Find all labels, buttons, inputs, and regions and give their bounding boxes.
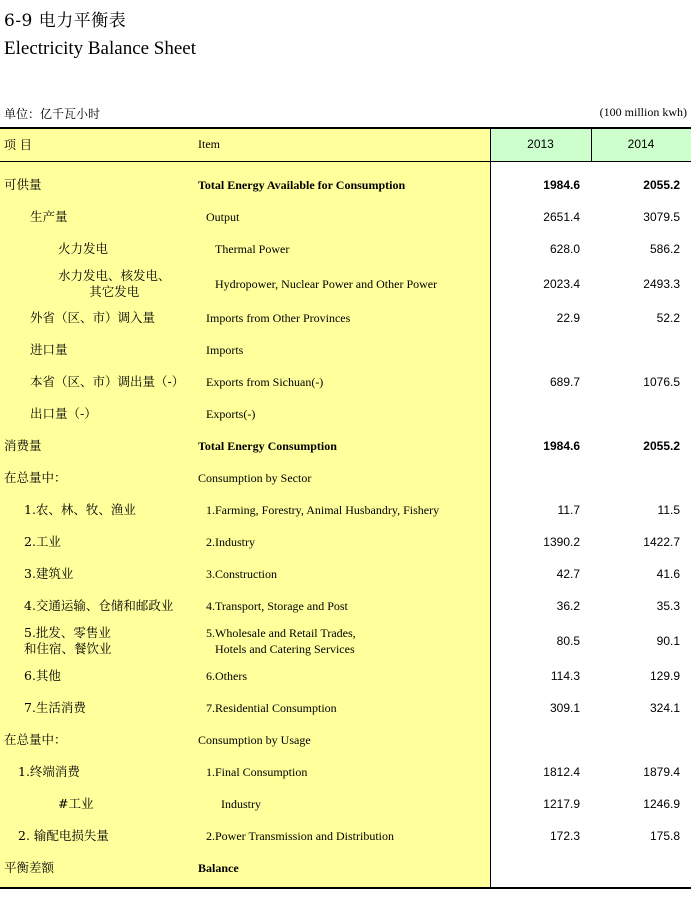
value-2013: 1984.6 <box>543 439 580 453</box>
table-row <box>0 788 691 820</box>
table-row <box>0 366 691 398</box>
table-row <box>0 462 691 494</box>
row-label-en: 7.Residential Consumption <box>206 701 337 715</box>
value-2014: 1422.7 <box>643 535 680 549</box>
row-label-en: Output <box>206 210 240 224</box>
table-row <box>0 233 691 265</box>
value-2014 <box>591 852 680 884</box>
table-row <box>0 430 691 462</box>
row-label-cn: 在总量中： <box>4 470 67 485</box>
row-label-en: Consumption by Usage <box>198 733 311 747</box>
row-label-cn: #工业 <box>58 796 94 811</box>
value-2013 <box>490 724 580 756</box>
row-label-en: Industry <box>221 797 261 811</box>
value-2013: 36.2 <box>556 599 580 613</box>
value-2014 <box>591 334 680 366</box>
row-label-en: Hydropower, Nuclear Power and Other Power <box>215 277 438 291</box>
table-row <box>0 169 691 201</box>
row-label-en: 3.Construction <box>206 567 277 581</box>
value-2013 <box>490 334 580 366</box>
value-2014: 11.5 <box>657 503 680 517</box>
row-label-en: Exports from Sichuan(-) <box>206 375 324 389</box>
page-title-cn: 6-9 电力平衡表 <box>4 11 127 31</box>
header-year-2013: 2013 <box>527 137 554 151</box>
value-2013 <box>490 462 580 494</box>
row-label-cn: 本省（区、市）调出量（-） <box>30 374 185 389</box>
unit-label-en: (100 million kwh) <box>599 105 687 119</box>
row-label-cn: 水力发电、核发电、 其它发电 <box>58 268 171 299</box>
row-label-cn: 火力发电 <box>58 241 109 256</box>
value-2013: 689.7 <box>549 375 580 389</box>
row-label-en: 4.Transport, Storage and Post <box>206 599 348 613</box>
row-label-cn: 进口量 <box>30 342 68 357</box>
row-label-cn: 出口量（-） <box>30 406 97 421</box>
row-label-cn: 7.生活消费 <box>24 700 86 715</box>
value-2013: 2651.4 <box>543 210 580 224</box>
unit-label-cn: 单位：亿千瓦小时 <box>4 107 101 121</box>
row-label-en: Imports <box>206 343 244 357</box>
value-2014: 52.2 <box>656 311 680 325</box>
row-label-cn: 在总量中： <box>4 732 67 747</box>
table-row <box>0 660 691 692</box>
row-label-en: 2.Power Transmission and Distribution <box>206 829 395 843</box>
table-row <box>0 724 691 756</box>
row-label-en: Exports(-) <box>206 407 256 421</box>
value-2014: 175.8 <box>649 829 680 843</box>
row-label-cn: 5.批发、零售业 和住宿、餐饮业 <box>24 625 112 656</box>
table-row <box>0 265 691 303</box>
row-label-cn: 1.终端消费 <box>18 764 80 779</box>
value-2014 <box>591 724 680 756</box>
row-label-cn: 平衡差额 <box>4 860 55 875</box>
value-2014: 1076.5 <box>643 375 680 389</box>
table-row <box>0 756 691 788</box>
value-2014: 41.6 <box>656 567 680 581</box>
table-row <box>0 494 691 526</box>
value-2014: 2055.2 <box>643 178 680 192</box>
table-row <box>0 201 691 233</box>
table-bottom-rule <box>0 887 691 889</box>
row-label-cn: 4.交通运输、仓储和邮政业 <box>24 598 174 613</box>
row-label-en: 6.Others <box>206 669 247 683</box>
value-2014: 2493.3 <box>643 277 680 291</box>
row-label-cn: 可供量 <box>4 177 42 192</box>
row-label-cn: 2. 输配电损失量 <box>18 828 109 843</box>
row-label-en: Thermal Power <box>215 242 290 256</box>
row-label-cn: 2.工业 <box>24 534 61 549</box>
row-label-en: 2.Industry <box>206 535 255 549</box>
table-row <box>0 820 691 852</box>
row-label-en: 5.Wholesale and Retail Trades, Hotels and Catering Services <box>206 626 356 656</box>
value-2013: 309.1 <box>549 701 580 715</box>
table-row <box>0 302 691 334</box>
table-row <box>0 590 691 622</box>
header-bottom-rule <box>0 161 691 162</box>
value-2013: 11.7 <box>557 503 580 517</box>
row-label-en: Imports from Other Provinces <box>206 311 351 325</box>
table-row <box>0 692 691 724</box>
value-2013: 80.5 <box>556 634 580 648</box>
header-item-cn: 项 目 <box>4 137 32 152</box>
table-row <box>0 398 691 430</box>
value-2014 <box>591 398 680 430</box>
value-2013: 1812.4 <box>543 765 580 779</box>
table-row <box>0 334 691 366</box>
value-2014: 2055.2 <box>643 439 680 453</box>
value-2014: 3079.5 <box>643 210 680 224</box>
value-2013: 114.3 <box>550 669 580 683</box>
value-2014: 1879.4 <box>643 765 680 779</box>
value-2014: 586.2 <box>649 242 680 256</box>
row-label-cn: 生产量 <box>30 209 68 224</box>
value-2013: 1984.6 <box>543 178 580 192</box>
value-2014 <box>591 462 680 494</box>
value-2014: 1246.9 <box>643 797 680 811</box>
value-2013: 1390.2 <box>543 535 580 549</box>
row-label-cn: 6.其他 <box>24 668 61 683</box>
value-2014: 90.1 <box>656 634 680 648</box>
row-label-en: Balance <box>198 861 239 875</box>
value-2013: 628.0 <box>549 242 580 256</box>
row-label-en: Consumption by Sector <box>198 471 312 485</box>
row-label-cn: 1.农、林、牧、渔业 <box>24 502 136 517</box>
header-item-en: Item <box>198 136 220 151</box>
value-2013: 22.9 <box>556 311 580 325</box>
table-row <box>0 852 691 884</box>
value-2013: 1217.9 <box>543 797 580 811</box>
row-label-cn: 消费量 <box>4 438 42 453</box>
row-label-cn: 外省（区、市）调入量 <box>30 310 156 325</box>
value-2014: 129.9 <box>649 669 680 683</box>
value-2013: 2023.4 <box>543 277 580 291</box>
row-label-en: Total Energy Consumption <box>198 439 337 453</box>
header-year-2014: 2014 <box>627 137 655 151</box>
value-2013 <box>490 398 580 430</box>
row-label-en: Total Energy Available for Consumption <box>198 178 406 192</box>
table-row <box>0 558 691 590</box>
value-2014: 324.1 <box>649 701 680 715</box>
row-label-en: 1.Farming, Forestry, Animal Husbandry, Fishery <box>206 503 440 517</box>
value-2013: 42.7 <box>556 567 580 581</box>
value-2014: 35.3 <box>656 599 680 613</box>
page-title-en: Electricity Balance Sheet <box>4 38 197 59</box>
row-label-cn: 3.建筑业 <box>24 566 74 581</box>
value-2013: 172.3 <box>549 829 580 843</box>
table-row <box>0 622 691 660</box>
value-2013 <box>490 852 580 884</box>
table-row <box>0 526 691 558</box>
row-label-en: 1.Final Consumption <box>206 765 308 779</box>
